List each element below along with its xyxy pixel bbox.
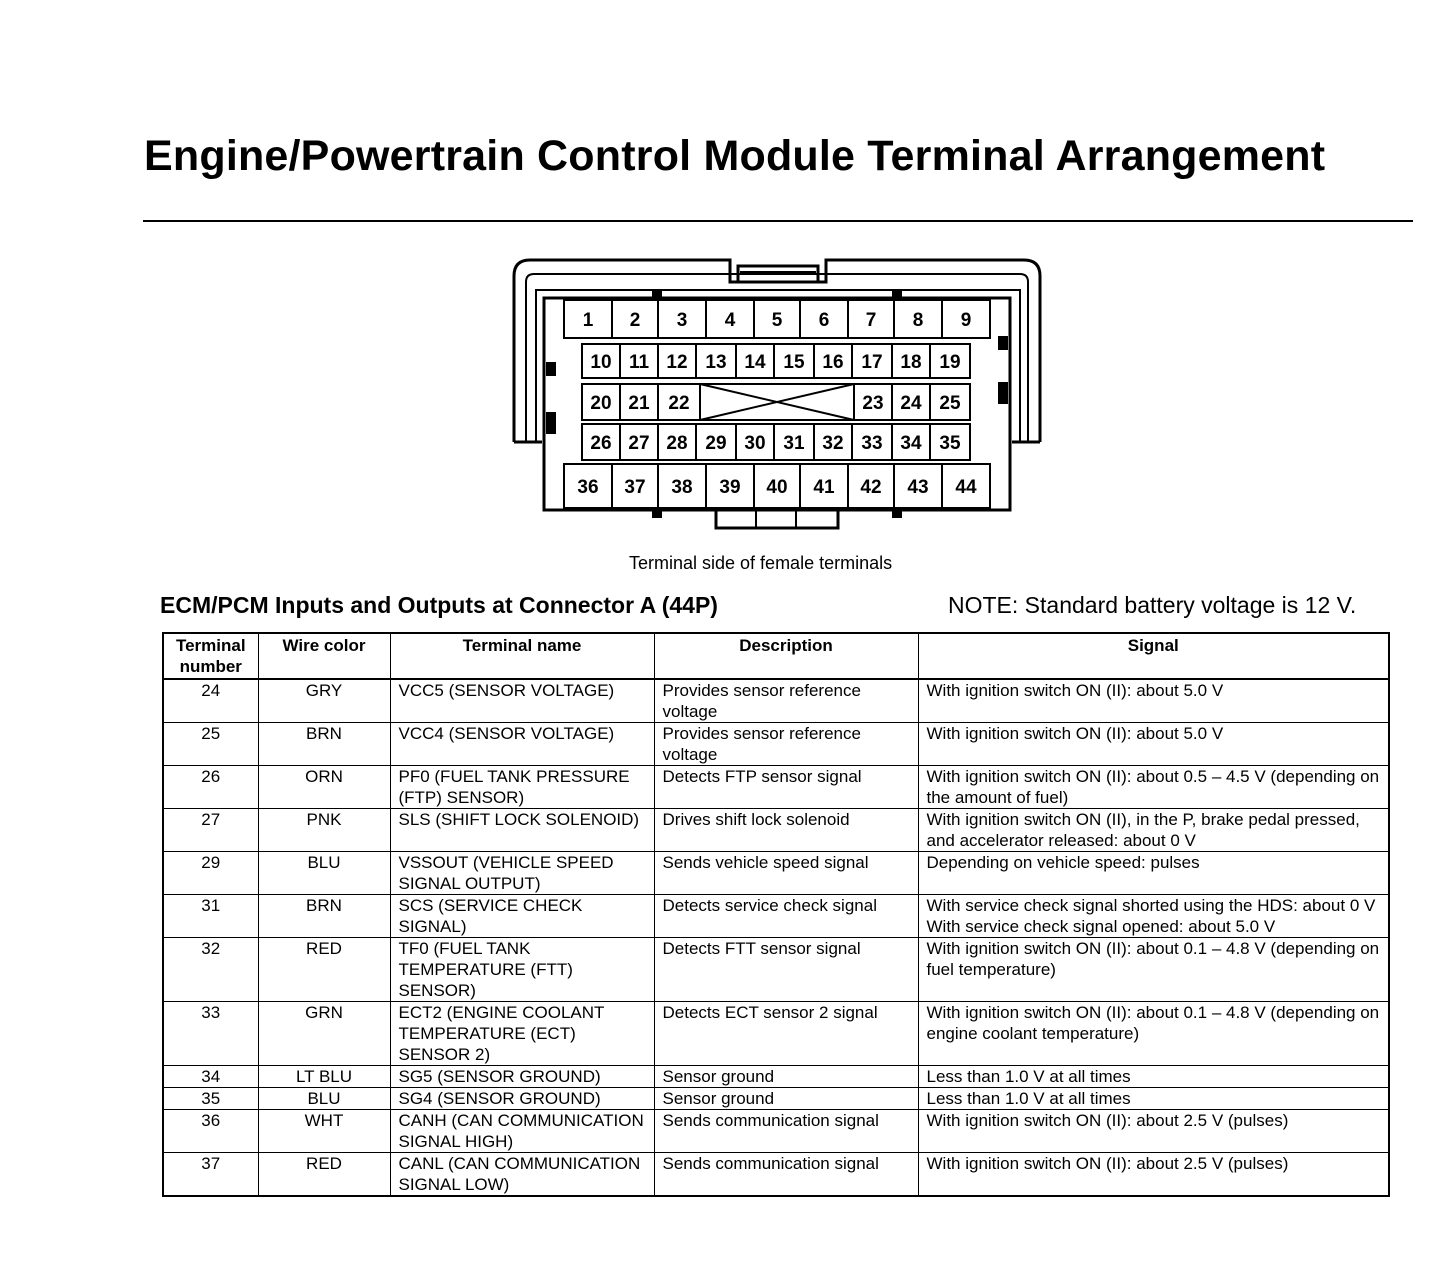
wire-color-cell: BRN xyxy=(258,895,390,938)
signal-cell: Less than 1.0 V at all times xyxy=(918,1088,1389,1110)
terminal-number-label: 28 xyxy=(666,433,688,454)
table-row xyxy=(163,1066,1389,1088)
terminal-number-label: 34 xyxy=(900,433,922,454)
wire-color-cell: GRN xyxy=(258,1002,390,1066)
terminal-number-label: 43 xyxy=(907,477,929,498)
terminal-number-cell: 29 xyxy=(163,852,258,895)
terminal-number-label: 42 xyxy=(860,477,882,498)
signal-cell: Depending on vehicle speed: pulses xyxy=(918,852,1389,895)
terminal-number-label: 41 xyxy=(813,477,835,498)
header-wire-color: Wire color xyxy=(258,633,390,679)
description-cell: Detects FTP sensor signal xyxy=(654,766,918,809)
terminal-number-label: 35 xyxy=(939,433,961,454)
terminal-name-cell: VCC4 (SENSOR VOLTAGE) xyxy=(390,723,654,766)
terminal-name-cell: TF0 (FUEL TANK TEMPERATURE (FTT) SENSOR) xyxy=(390,938,654,1002)
terminal-number-label: 44 xyxy=(955,477,977,498)
table-row xyxy=(163,766,1389,809)
wire-color-cell: LT BLU xyxy=(258,1066,390,1088)
terminal-name-cell: VCC5 (SENSOR VOLTAGE) xyxy=(390,679,654,723)
table-row xyxy=(163,1110,1389,1153)
terminal-number-cell: 27 xyxy=(163,809,258,852)
description-cell: Sensor ground xyxy=(654,1088,918,1110)
terminal-number-label: 17 xyxy=(861,352,883,373)
terminal-number-cell: 36 xyxy=(163,1110,258,1153)
terminal-number-cell: 35 xyxy=(163,1088,258,1110)
description-cell: Provides sensor reference voltage xyxy=(654,723,918,766)
terminal-number-label: 6 xyxy=(818,310,830,331)
terminal-number-label: 13 xyxy=(705,352,727,373)
terminal-name-cell: SG5 (SENSOR GROUND) xyxy=(390,1066,654,1088)
terminal-number-cell: 37 xyxy=(163,1153,258,1197)
connector-bottom-key xyxy=(716,510,838,528)
terminal-number-label: 30 xyxy=(744,433,766,454)
terminal-number-label: 36 xyxy=(577,477,599,498)
terminal-number-label: 39 xyxy=(719,477,741,498)
header-terminal-name: Terminal name xyxy=(390,633,654,679)
table-row xyxy=(163,852,1389,895)
terminal-number-label: 9 xyxy=(960,310,972,331)
terminal-number-label: 24 xyxy=(900,393,922,414)
page-title: Engine/Powertrain Control Module Terminal Arrangement xyxy=(144,132,1326,180)
terminal-number-label: 26 xyxy=(590,433,612,454)
terminal-number-label: 1 xyxy=(582,310,594,331)
terminal-number-label: 20 xyxy=(590,393,612,414)
terminal-name-cell: CANH (CAN COMMUNICATION SIGNAL HIGH) xyxy=(390,1110,654,1153)
signal-cell: With ignition switch ON (II): about 2.5 V (pulses) xyxy=(918,1110,1389,1153)
connector-diagram xyxy=(508,254,1048,536)
section-title: ECM/PCM Inputs and Outputs at Connector A (44P) xyxy=(160,592,718,618)
signal-cell: With ignition switch ON (II): about 0.1 – 4.8 V (depending on fuel temperature) xyxy=(918,938,1389,1002)
terminal-number-cell: 32 xyxy=(163,938,258,1002)
terminal-number-label: 16 xyxy=(822,352,844,373)
terminal-name-cell: SLS (SHIFT LOCK SOLENOID) xyxy=(390,809,654,852)
terminal-number-label: 4 xyxy=(724,310,736,331)
description-cell: Sends communication signal xyxy=(654,1110,918,1153)
battery-note: NOTE: Standard battery voltage is 12 V. xyxy=(948,592,1357,618)
table-row xyxy=(163,1088,1389,1110)
terminal-name-cell: ECT2 (ENGINE COOLANT TEMPERATURE (ECT) SENSOR 2) xyxy=(390,1002,654,1066)
terminal-number-cell: 26 xyxy=(163,766,258,809)
terminal-number-label: 22 xyxy=(668,393,690,414)
terminal-number-cell: 33 xyxy=(163,1002,258,1066)
table-row xyxy=(163,809,1389,852)
header-signal: Signal xyxy=(918,633,1389,679)
wire-color-cell: RED xyxy=(258,1153,390,1197)
signal-cell: Less than 1.0 V at all times xyxy=(918,1066,1389,1088)
terminal-number-label: 19 xyxy=(939,352,961,373)
terminal-number-cell: 25 xyxy=(163,723,258,766)
terminal-name-cell: VSSOUT (VEHICLE SPEED SIGNAL OUTPUT) xyxy=(390,852,654,895)
title-divider xyxy=(143,220,1413,222)
header-description: Description xyxy=(654,633,918,679)
table-row xyxy=(163,1002,1389,1066)
terminal-number-label: 15 xyxy=(783,352,805,373)
table-row xyxy=(163,938,1389,1002)
table-row xyxy=(163,895,1389,938)
description-cell: Drives shift lock solenoid xyxy=(654,809,918,852)
connector-housing-outer xyxy=(514,260,1040,442)
description-cell: Provides sensor reference voltage xyxy=(654,679,918,723)
terminal-number-label: 37 xyxy=(624,477,646,498)
terminal-number-label: 11 xyxy=(628,352,650,373)
terminal-number-label: 38 xyxy=(671,477,693,498)
description-cell: Detects service check signal xyxy=(654,895,918,938)
io-table xyxy=(162,632,1390,1197)
terminal-number-label: 21 xyxy=(628,393,650,414)
terminal-number-cell: 31 xyxy=(163,895,258,938)
table-row xyxy=(163,679,1389,723)
terminal-number-label: 25 xyxy=(939,393,961,414)
terminal-number-label: 40 xyxy=(766,477,788,498)
terminal-name-cell: CANL (CAN COMMUNICATION SIGNAL LOW) xyxy=(390,1153,654,1197)
description-cell: Sensor ground xyxy=(654,1066,918,1088)
terminal-number-label: 12 xyxy=(666,352,688,373)
wire-color-cell: BLU xyxy=(258,1088,390,1110)
terminal-number-label: 7 xyxy=(865,310,877,331)
terminal-number-label: 33 xyxy=(861,433,883,454)
description-cell: Detects FTT sensor signal xyxy=(654,938,918,1002)
description-cell: Detects ECT sensor 2 signal xyxy=(654,1002,918,1066)
wire-color-cell: GRY xyxy=(258,679,390,723)
signal-cell: With ignition switch ON (II): about 0.5 – 4.5 V (depending on the amount of fuel) xyxy=(918,766,1389,809)
signal-cell: With ignition switch ON (II), in the P, brake pedal pressed, and accelerator released: about 0 V xyxy=(918,809,1389,852)
signal-cell: With ignition switch ON (II): about 2.5 V (pulses) xyxy=(918,1153,1389,1197)
signal-cell: With ignition switch ON (II): about 0.1 – 4.8 V (depending on engine coolant temperature) xyxy=(918,1002,1389,1066)
terminal-number-label: 18 xyxy=(900,352,922,373)
terminal-number-label: 31 xyxy=(783,433,805,454)
table-row xyxy=(163,1153,1389,1197)
signal-cell: With ignition switch ON (II): about 5.0 V xyxy=(918,679,1389,723)
terminal-number-label: 5 xyxy=(771,310,783,331)
terminal-number-cell: 24 xyxy=(163,679,258,723)
terminal-name-cell: SG4 (SENSOR GROUND) xyxy=(390,1088,654,1110)
description-cell: Sends vehicle speed signal xyxy=(654,852,918,895)
terminal-number-label: 32 xyxy=(822,433,844,454)
terminal-number-label: 2 xyxy=(629,310,641,331)
wire-color-cell: BLU xyxy=(258,852,390,895)
signal-cell: With ignition switch ON (II): about 5.0 V xyxy=(918,723,1389,766)
diagram-caption: Terminal side of female terminals xyxy=(629,553,893,573)
table-header-row xyxy=(163,633,1389,679)
wire-color-cell: PNK xyxy=(258,809,390,852)
wire-color-cell: ORN xyxy=(258,766,390,809)
description-cell: Sends communication signal xyxy=(654,1153,918,1197)
table-row xyxy=(163,723,1389,766)
terminal-number-label: 23 xyxy=(862,393,884,414)
terminal-number-label: 14 xyxy=(744,352,766,373)
terminal-name-cell: SCS (SERVICE CHECK SIGNAL) xyxy=(390,895,654,938)
terminal-number-label: 27 xyxy=(628,433,650,454)
wire-color-cell: WHT xyxy=(258,1110,390,1153)
terminal-number-label: 8 xyxy=(912,310,924,331)
terminal-number-label: 3 xyxy=(676,310,688,331)
terminal-number-label: 29 xyxy=(705,433,727,454)
terminal-name-cell: PF0 (FUEL TANK PRESSURE (FTP) SENSOR) xyxy=(390,766,654,809)
wire-color-cell: BRN xyxy=(258,723,390,766)
header-terminal-number: Terminal number xyxy=(163,633,258,679)
terminal-number-label: 10 xyxy=(590,352,612,373)
terminal-number-cell: 34 xyxy=(163,1066,258,1088)
blank-terminal-area xyxy=(700,384,854,420)
wire-color-cell: RED xyxy=(258,938,390,1002)
signal-cell: With service check signal shorted using the HDS: about 0 V With service check signal opened: about 5.0 V xyxy=(918,895,1389,938)
